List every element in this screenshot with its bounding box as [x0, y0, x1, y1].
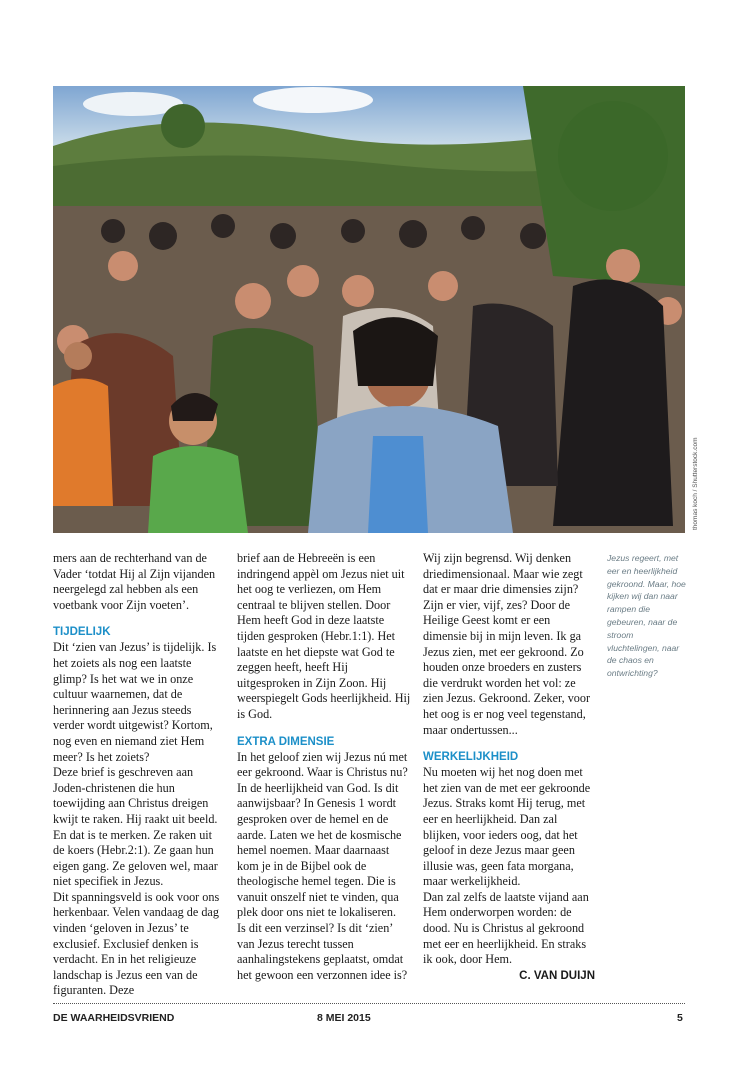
section-heading-extra-dimensie: EXTRA DIMENSIE: [237, 735, 335, 748]
publication-name: DE WAARHEIDSVRIEND: [53, 1012, 175, 1024]
paragraph: Dit spanningsveld is ook voor ons herkenbaar. Velen vandaag de dag vinden ‘geloven in Jezus’ te exclusief. Exclusief denken is verdacht. En in het religieuze landschap is Jezus een van de figuranten. Deze: [53, 889, 220, 998]
issue-date: 8 MEI 2015: [317, 1012, 371, 1024]
paragraph: Dan zal zelfs de laatste vijand aan Hem onderworpen worden: de dood. Nu is Christus al gekroond met eer en heerlijkheid. En straks ik ook, door Hem.: [423, 889, 589, 967]
section-heading-tijdelijk: TIJDELIJK: [53, 626, 111, 639]
section-heading-werkelijkheid: WERKELIJKHEID: [423, 751, 519, 764]
paragraph: Is dit een verzinsel? Is dit ‘zien’ van Jezus terecht tussen aanhalingstekens geplaatst, omdat het gewoon een verzonnen idee is?: [237, 921, 408, 982]
pull-quote: Jezus regeert, met eer en heerlijkheid gekroond. Maar, hoe kijken wij dan naar rampen die gebeuren, naar de stroom vluchtelingen, naar de chaos en ontwrichting?: [607, 553, 686, 679]
text-column-3: [423, 551, 595, 984]
author-byline: C. VAN DUIJN: [519, 969, 595, 982]
paragraph: Deze brief is geschreven aan Joden-christenen die hun toewijding aan Christus dreigen kwijt te raken. Hij raakt uit beeld. En dat is te merken. Ze raken uit de koers (Hebr.2:1). Ze gaan hun eigen gang. Ze geloven wel, maar niet specifiek in Jezus.: [53, 765, 218, 889]
photo-credit: thomas koch / Shutterstock.com: [692, 437, 699, 530]
paragraph: mers aan de rechterhand van de Vader ‘totdat Hij al Zijn vijanden neergelegd zal hebben als een voetbank voor Zijn voeten’.: [53, 551, 216, 612]
text-column-1: [53, 551, 225, 999]
footer-divider: [53, 1003, 685, 1004]
text-column-2: [237, 551, 411, 983]
page-number: 5: [677, 1012, 683, 1024]
paragraph: In het geloof zien wij Jezus nú met eer gekroond. Waar is Christus nu? In de heerlijkheid van God. Is dit aanwijsbaar? In Genesis 1 wordt gesproken over de hemel en de aarde. Laten we het de kosmische hemel noemen. Maar daarnaast kom je in de Bijbel ook de theologische hemel tegen. Die is vanuit onszelf niet te vinden, qua plek door ons niet te lokaliseren.: [237, 749, 408, 920]
crowd-photo: [53, 86, 685, 533]
paragraph: brief aan de Hebreeën is een indringend appèl om Jezus niet uit het oog te verliezen, om Hem centraal te blijven stellen. Door Hem heeft God in deze laatste tijden gesproken (Hebr.1:1). Het laatste en het diepste wat God te zeggen heeft, heeft Hij uitgesproken in Zijn Zoon. Hij weerspiegelt Gods heerlijkheid. Hij is God.: [237, 551, 411, 721]
paragraph: Wij zijn begrensd. Wij denken driedimensionaal. Maar wie zegt dat er maar drie dimensies zijn? Zijn er vier, vijf, zes? Door de Heilige Geest komt er een dimensie bij in mijn leven. Ik ga Jezus zien, met eer gekroond. Zo houden onze broeders en zusters die verdrukt worden het vol: ze zien Jezus. Gekroond. Zeker, voor het oog is er nog veel tegenstand, maar ondertussen...: [423, 551, 591, 737]
paragraph: Nu moeten wij het nog doen met het zien van de met eer gekroonde Jezus. Straks komt Hij terug, met eer en heerlijkheid. Dan zal blijken, voor ieders oog, dat het geloof in deze Jezus maar geen illusie was, geen fata morgana, maar werkelijkheid.: [423, 765, 591, 889]
paragraph: Dit ‘zien van Jezus’ is tijdelijk. Is het zoiets als nog een laatste glimp? Is het wat we in onze cultuur waarnemen, dat de herinnering aan Jezus steeds verder wordt uitgewist? Kortom, nog even en niemand ziet Hem meer? Is het zoiets?: [53, 640, 217, 764]
